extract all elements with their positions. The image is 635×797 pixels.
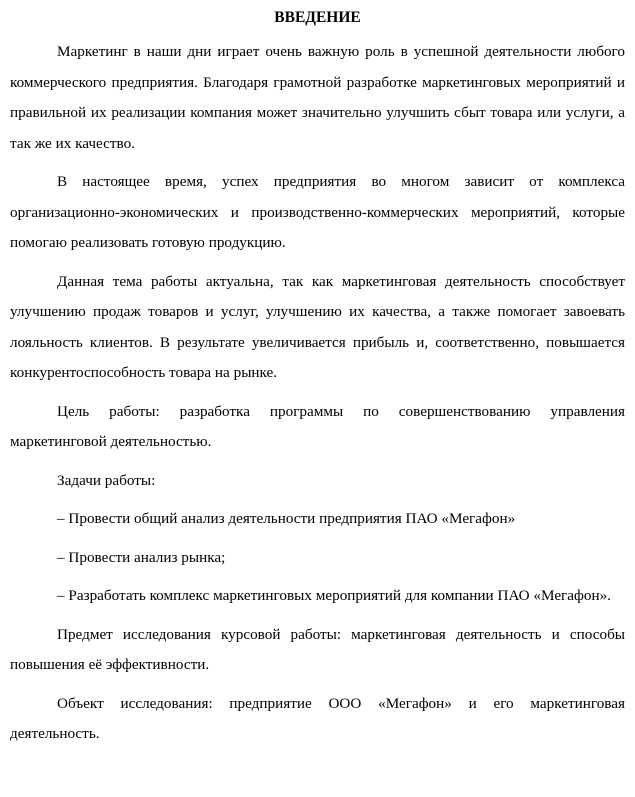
task-item-complex: – Разработать комплекс маркетинговых мероприятий для компании ПАО «Мегафон». bbox=[57, 587, 611, 604]
paragraph-object: Объект исследования: предприятие ООО «Мегафон» и его маркетинговая деятельность. bbox=[10, 694, 625, 742]
paragraph-subject: Предмет исследования курсовой работы: маркетинговая деятельность и способы повышения её эффективности. bbox=[10, 625, 625, 673]
task-item-analysis: – Провести общий анализ деятельности предприятия ПАО «Мегафон» bbox=[57, 510, 516, 527]
document-title: ВВЕДЕНИЕ bbox=[274, 9, 361, 26]
paragraph-tasks-heading: Задачи работы: bbox=[57, 471, 156, 489]
document-page bbox=[10, 7, 625, 758]
paragraph-intro: Маркетинг в наши дни играет очень важную роль в успешной деятельности любого коммерческого предприятия. Благодаря грамотной разработке маркетинговых мероприятий и правильной их реализации компания может значительно улучшить сбыт товара или услуги, а так же их качество. bbox=[10, 43, 625, 152]
paragraph-goal: Цель работы: разработка программы по совершенствованию управления маркетинговой деятельностью. bbox=[10, 402, 625, 450]
task-item-market: – Провести анализ рынка; bbox=[57, 548, 226, 566]
paragraph-success: В настоящее время, успех предприятия во многом зависит от комплекса организационно-экономических и производственно-коммерческих мероприятий, которые помогаю реализовать готовую продукцию. bbox=[10, 173, 625, 251]
paragraph-relevance: Данная тема работы актуальна, так как маркетинговая деятельность способствует улучшению продаж товаров и услуг, улучшению их качества, а также помогает завоевать лояльность клиентов. В результате увеличивается прибыль и, соответственно, повышается конкурентоспособность товара на рынке. bbox=[10, 272, 625, 381]
